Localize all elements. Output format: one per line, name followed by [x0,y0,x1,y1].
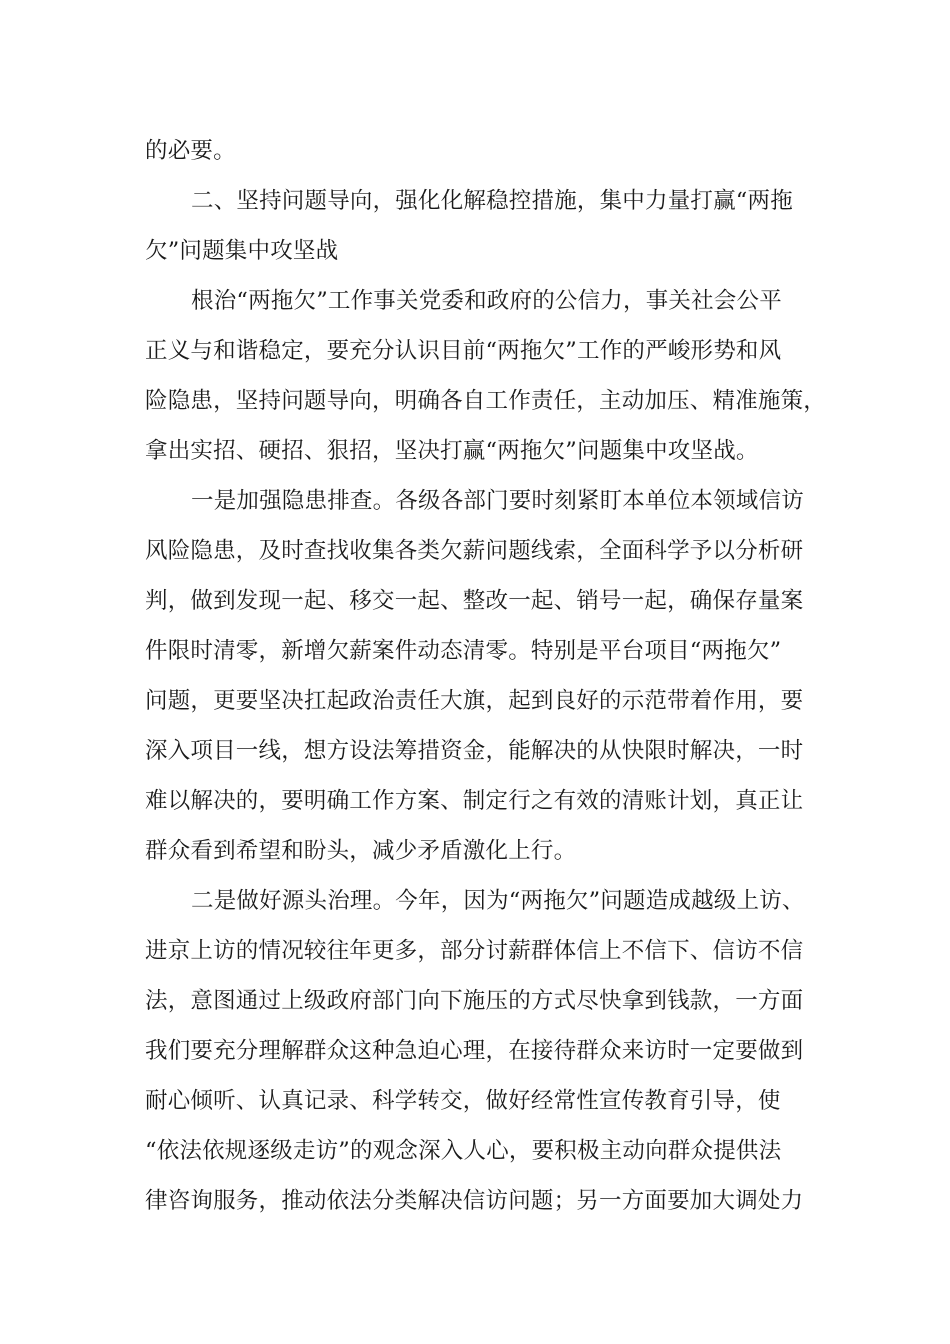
text-line: 进京上访的情况较往年更多，部分讨薪群体信上不信下、信访不信 [145,938,804,964]
text-line: 拿出实招、硬招、狠招，坚决打赢“两拖欠”问题集中攻坚战。 [145,438,759,464]
text-line: 二是做好源头治理。今年，因为“两拖欠”问题造成越级上访、 [191,888,805,914]
text-line: 判，做到发现一起、移交一起、整改一起、销号一起，确保存量案 [145,588,804,614]
text-line: 深入项目一线，想方设法筹措资金，能解决的从快限时解决，一时 [145,738,804,764]
text-line: 险隐患，坚持问题导向，明确各自工作责任，主动加压、精准施策， [145,388,827,414]
text-line: 正义与和谐稳定，要充分认识目前“两拖欠”工作的严峻形势和风 [145,338,782,364]
text-line: 根治“两拖欠”工作事关党委和政府的公信力，事关社会公平 [191,288,782,314]
text-line: 一是加强隐患排查。各级各部门要时刻紧盯本单位本领域信访 [191,488,804,514]
text-line: “依法依规逐级走访”的观念深入人心，要积极主动向群众提供法 [145,1138,782,1164]
text-line: 难以解决的，要明确工作方案、制定行之有效的清账计划，真正让 [145,788,804,814]
text-line: 的必要。 [145,138,236,164]
text-line: 问题，更要坚决扛起政治责任大旗，起到良好的示范带着作用，要 [145,688,804,714]
text-line: 件限时清零，新增欠薪案件动态清零。特别是平台项目“两拖欠” [145,638,782,664]
text-line: 耐心倾听、认真记录、科学转交，做好经常性宣传教育引导，使 [145,1088,781,1114]
section-heading: 欠”问题集中攻坚战 [145,238,339,264]
text-line: 律咨询服务，推动依法分类解决信访问题；另一方面要加大调处力 [145,1188,804,1214]
text-line: 风险隐患，及时查找收集各类欠薪问题线索，全面科学予以分析研 [145,538,804,564]
text-line: 法，意图通过上级政府部门向下施压的方式尽快拿到钱款，一方面 [145,988,804,1014]
text-line: 我们要充分理解群众这种急迫心理，在接待群众来访时一定要做到 [145,1038,804,1064]
section-heading: 二、坚持问题导向，强化化解稳控措施，集中力量打赢“两拖 [191,188,793,214]
text-line: 群众看到希望和盼头，减少矛盾激化上行。 [145,838,577,864]
